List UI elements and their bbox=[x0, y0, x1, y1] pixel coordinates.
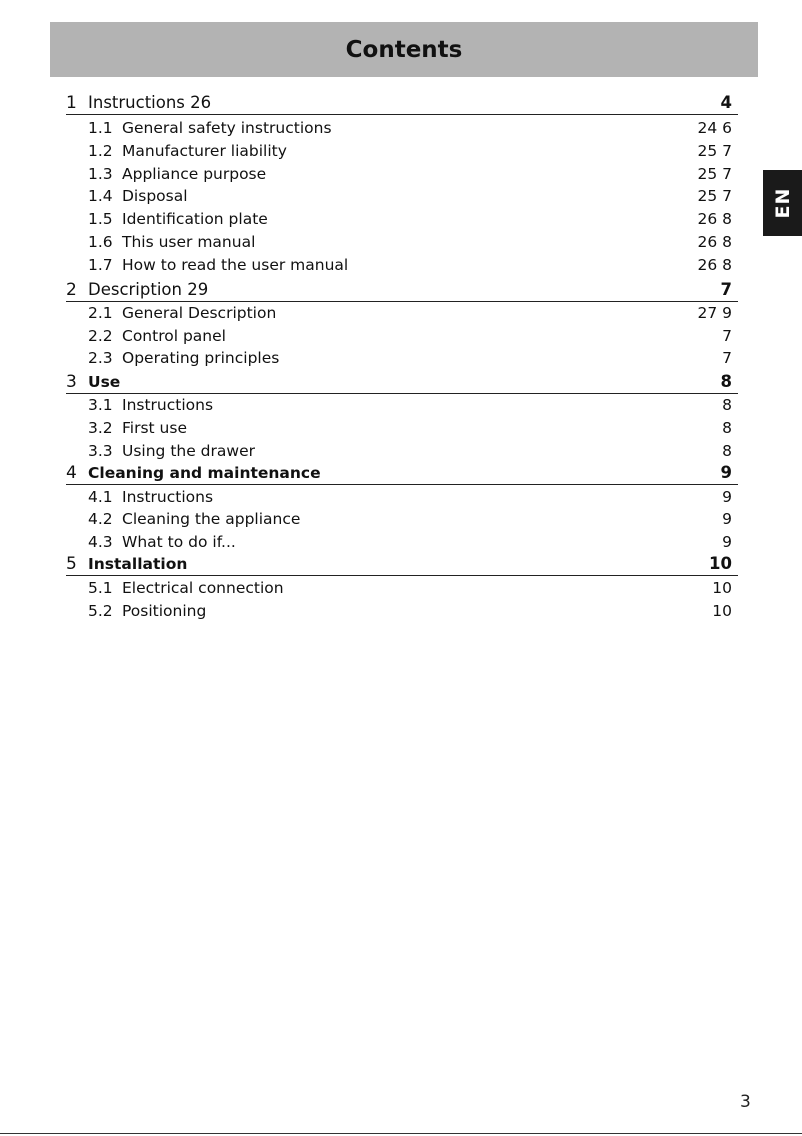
toc-section-row[interactable] bbox=[66, 117, 738, 139]
toc-section-title: Manufacturer liability bbox=[122, 142, 287, 160]
toc-page-number: 7 bbox=[720, 280, 732, 299]
toc-chapter-row[interactable] bbox=[66, 462, 738, 485]
toc-section-title: Disposal bbox=[122, 187, 188, 205]
contents-header-bar bbox=[50, 22, 758, 77]
toc-section-title: This user manual bbox=[122, 233, 256, 251]
toc-page-number: 8 bbox=[722, 442, 732, 460]
toc-section-row[interactable] bbox=[66, 347, 738, 369]
toc-section-row[interactable] bbox=[66, 440, 738, 462]
toc-chapter-title: Instructions 26 bbox=[88, 93, 212, 112]
toc-chapter-number: 3 bbox=[66, 372, 77, 392]
toc-section-row[interactable] bbox=[66, 254, 738, 276]
toc-section-number: 2.1 bbox=[88, 304, 113, 322]
toc-page-number: 10 bbox=[712, 579, 732, 597]
toc-page-number: 10 bbox=[712, 602, 732, 620]
toc-page-number: 9 bbox=[722, 488, 732, 506]
toc-section-title: Positioning bbox=[122, 602, 207, 620]
toc-section-row[interactable] bbox=[66, 208, 738, 230]
toc-chapter-number: 5 bbox=[66, 554, 77, 574]
toc-section-number: 1.5 bbox=[88, 210, 113, 228]
toc-section-number: 3.2 bbox=[88, 419, 113, 437]
toc-section-row[interactable] bbox=[66, 508, 738, 530]
page-title: Contents bbox=[345, 36, 463, 63]
toc-section-title: Operating principles bbox=[122, 349, 280, 367]
toc-section-number: 1.1 bbox=[88, 119, 113, 137]
toc-chapter-title: Description 29 bbox=[88, 280, 209, 299]
toc-section-row[interactable] bbox=[66, 486, 738, 508]
bottom-divider bbox=[0, 1133, 802, 1134]
page-number: 3 bbox=[740, 1092, 751, 1112]
toc-section-row[interactable] bbox=[66, 325, 738, 347]
toc-section-title: Instructions bbox=[122, 488, 214, 506]
toc-section-row[interactable] bbox=[66, 140, 738, 162]
toc-section-number: 1.3 bbox=[88, 165, 113, 183]
toc-chapter-row[interactable] bbox=[66, 92, 738, 115]
toc-section-row[interactable] bbox=[66, 302, 738, 324]
toc-section-title: Electrical connection bbox=[122, 579, 284, 597]
toc-section-number: 1.6 bbox=[88, 233, 113, 251]
toc-section-number: 2.3 bbox=[88, 349, 113, 367]
toc-section-title: First use bbox=[122, 419, 187, 437]
toc-section-title: How to read the user manual bbox=[122, 256, 349, 274]
toc-section-title: Cleaning the appliance bbox=[122, 510, 301, 528]
toc-section-row[interactable] bbox=[66, 231, 738, 253]
toc-section-title: General Description bbox=[122, 304, 277, 322]
toc-section-row[interactable] bbox=[66, 417, 738, 439]
toc-section-row[interactable] bbox=[66, 600, 738, 622]
toc-section-title: Appliance purpose bbox=[122, 165, 267, 183]
toc-page-number: 26 8 bbox=[697, 210, 732, 228]
toc-section-number: 1.2 bbox=[88, 142, 113, 160]
toc-section-number: 1.7 bbox=[88, 256, 113, 274]
toc-section-number: 5.1 bbox=[88, 579, 113, 597]
toc-page-number: 9 bbox=[722, 533, 732, 551]
toc-section-number: 2.2 bbox=[88, 327, 113, 345]
toc-page-number: 25 7 bbox=[697, 142, 732, 160]
toc-page-number: 25 7 bbox=[697, 187, 732, 205]
toc-section-number: 3.1 bbox=[88, 396, 113, 414]
toc-section-number: 1.4 bbox=[88, 187, 113, 205]
toc-page-number: 7 bbox=[722, 327, 732, 345]
toc-section-row[interactable] bbox=[66, 394, 738, 416]
toc-chapter-row[interactable] bbox=[66, 553, 738, 576]
toc-chapter-title: Installation bbox=[88, 555, 188, 573]
toc-page-number: 8 bbox=[720, 372, 732, 391]
toc-page-number: 4 bbox=[720, 93, 732, 112]
toc-page-number: 7 bbox=[722, 349, 732, 367]
toc-section-number: 4.1 bbox=[88, 488, 113, 506]
toc-section-title: Using the drawer bbox=[122, 442, 255, 460]
toc-chapter-number: 1 bbox=[66, 93, 77, 113]
toc-section-number: 4.2 bbox=[88, 510, 113, 528]
toc-page-number: 24 6 bbox=[697, 119, 732, 137]
toc-page-number: 27 9 bbox=[697, 304, 732, 322]
toc-chapter-title: Cleaning and maintenance bbox=[88, 464, 321, 482]
toc-section-number: 4.3 bbox=[88, 533, 113, 551]
toc-section-row[interactable] bbox=[66, 185, 738, 207]
toc-section-row[interactable] bbox=[66, 531, 738, 553]
toc-page-number: 8 bbox=[722, 396, 732, 414]
toc-page-number: 26 8 bbox=[697, 233, 732, 251]
toc-chapter-row[interactable] bbox=[66, 279, 738, 302]
toc-chapter-title: Use bbox=[88, 373, 121, 391]
toc-chapter-row[interactable] bbox=[66, 371, 738, 394]
toc-section-title: Identification plate bbox=[122, 210, 268, 228]
language-label: EN bbox=[771, 187, 794, 219]
toc-section-row[interactable] bbox=[66, 163, 738, 185]
toc-chapter-number: 4 bbox=[66, 463, 77, 483]
toc-page-number: 26 8 bbox=[697, 256, 732, 274]
toc-page-number: 9 bbox=[722, 510, 732, 528]
toc-section-number: 3.3 bbox=[88, 442, 113, 460]
toc-section-number: 5.2 bbox=[88, 602, 113, 620]
language-tab bbox=[763, 170, 802, 236]
toc-section-row[interactable] bbox=[66, 577, 738, 599]
toc-page-number: 10 bbox=[709, 554, 732, 573]
toc-section-title: General safety instructions bbox=[122, 119, 332, 137]
toc-page-number: 9 bbox=[720, 463, 732, 482]
toc-section-title: Control panel bbox=[122, 327, 226, 345]
toc-chapter-number: 2 bbox=[66, 280, 77, 300]
toc-section-title: What to do if... bbox=[122, 533, 236, 551]
toc-section-title: Instructions bbox=[122, 396, 214, 414]
toc-page-number: 25 7 bbox=[697, 165, 732, 183]
toc-page-number: 8 bbox=[722, 419, 732, 437]
